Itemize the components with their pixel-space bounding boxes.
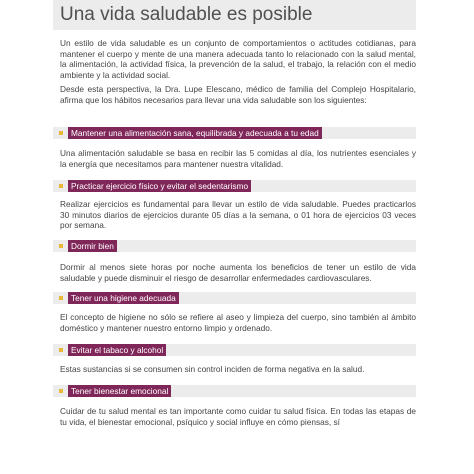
section-paragraph: Estas sustancias si se consumen sin control inciden de forma negativa en la salud.: [60, 364, 365, 374]
section-heading: Evitar el tabaco y alcohol: [68, 344, 166, 356]
section-paragraph: Una alimentación saludable se basa en recibir las 5 comidas al día, los nutrientes esenciales y la energía que necesitamos para mantener nuestra vitalidad.: [60, 148, 416, 169]
bullet-icon: [59, 389, 63, 393]
section-heading-row: [53, 292, 416, 304]
section-paragraph: Cuidar de tu salud mental es tan importante como cuidar tu salud física. En todas las etapas de tu vida, el bienestar emocional, psíquico y social influye en cómo piensas, sí: [60, 406, 416, 427]
section-heading: Tener una higiene adecuada: [68, 292, 179, 304]
intro-paragraph-2: Desde esta perspectiva, la Dra. Lupe Elescano, médico de familia del Complejo Hospitalario, afirma que los hábitos necesarios para llevar una vida saludable son los siguientes:: [60, 84, 416, 105]
section-paragraph: Dormir al menos siete horas por noche aumenta los beneficios de tener un estilo de vida saludable y puede disminuir el riesgo de desarrollar enfermedades cardiovasculares.: [60, 262, 416, 283]
section-heading: Practicar ejercicio físico y evitar el sedentarismo: [68, 180, 251, 192]
section-heading-row: [53, 180, 416, 192]
page-title: Una vida saludable es posible: [60, 4, 313, 25]
bullet-icon: [59, 296, 63, 300]
section-paragraph: Realizar ejercicios es fundamental para llevar un estilo de vida saludable. Puedes practicarlos 30 minutos diarios de ejercicios durante 05 días a la semana, o 01 hora de ejercicios 03 veces por semana.: [60, 199, 416, 230]
section-heading: Dormir bien: [68, 240, 117, 252]
section-heading-row: [53, 344, 416, 356]
section-heading-row: [53, 385, 416, 397]
section-heading: Tener bienestar emocional: [68, 385, 171, 397]
section-paragraph: El concepto de higiene no sólo se refiere al aseo y limpieza del cuerpo, sino también al ámbito doméstico y mantener nuestro entorno limpio y ordenado.: [60, 312, 416, 333]
section-heading-row: [53, 127, 416, 139]
bullet-icon: [59, 184, 63, 188]
section-heading-row: [53, 240, 416, 252]
bullet-icon: [59, 131, 63, 135]
bullet-icon: [59, 244, 63, 248]
intro-paragraph: Un estilo de vida saludable es un conjunto de comportamientos o actitudes cotidianas, para mantener el cuerpo y mente de una manera adecuada tanto lo relacionado con la salud mental, la alimentación, la actividad física, la prevención de la salud, el trabajo, la relación con el medio ambiente y la actividad social.: [60, 38, 416, 80]
section-heading: Mantener una alimentación sana, equilibrada y adecuada a tu edad: [68, 127, 322, 139]
bullet-icon: [59, 348, 63, 352]
